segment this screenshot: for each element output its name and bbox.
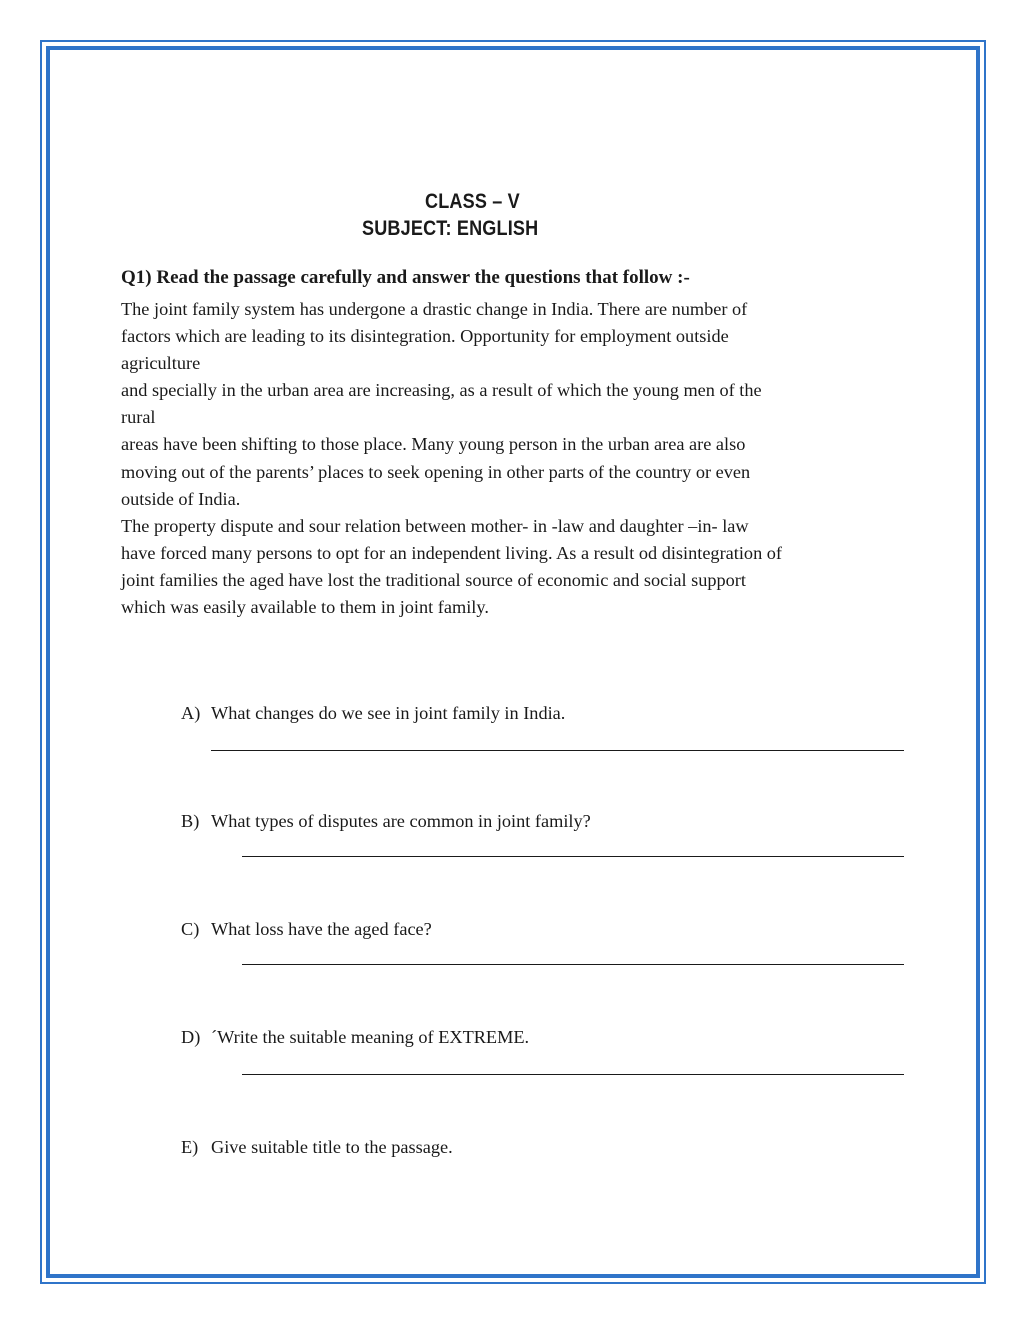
question-text: Give suitable title to the passage. bbox=[211, 1137, 453, 1157]
question-text: What types of disputes are common in joint family? bbox=[211, 811, 591, 831]
subject-title: SUBJECT: ENGLISH bbox=[362, 217, 539, 240]
class-title: CLASS – V bbox=[425, 190, 520, 213]
answer-line-c[interactable] bbox=[242, 964, 904, 965]
question-letter: E) bbox=[181, 1137, 199, 1157]
passage-line: agriculture bbox=[121, 353, 201, 374]
passage-line: moving out of the parents’ places to seek opening in other parts of the country or even bbox=[121, 461, 751, 482]
question-letter: D) bbox=[181, 1027, 201, 1047]
passage-line: The joint family system has undergone a drastic change in India. There are number of bbox=[121, 299, 748, 319]
question-letter: B) bbox=[181, 811, 200, 831]
passage-line: areas have been shifting to those place. Many young person in the urban area are also bbox=[121, 434, 746, 455]
passage-line: The property dispute and sour relation between mother- in -law and daughter –in- law bbox=[121, 515, 749, 536]
passage-line: and specially in the urban area are increasing, as a result of which the young men of the bbox=[121, 380, 762, 401]
passage-line: have forced many persons to opt for an independent living. As a result od disintegration of bbox=[121, 542, 783, 563]
answer-line-d[interactable] bbox=[242, 1074, 904, 1075]
answer-line-a[interactable] bbox=[211, 750, 904, 751]
question-letter: C) bbox=[181, 919, 200, 939]
passage-line: factors which are leading to its disintegration. Opportunity for employment outside bbox=[121, 326, 729, 347]
answer-line-b[interactable] bbox=[242, 856, 904, 857]
passage-line: rural bbox=[121, 407, 156, 428]
passage-line: joint families the aged have lost the traditional source of economic and social support bbox=[121, 569, 746, 590]
question-1-prompt: Q1) Read the passage carefully and answer the questions that follow :- bbox=[121, 267, 690, 288]
passage-line: which was easily available to them in joint family. bbox=[121, 597, 489, 618]
question-text: ´Write the suitable meaning of EXTREME. bbox=[211, 1027, 530, 1047]
question-text: What loss have the aged face? bbox=[211, 919, 432, 939]
question-letter: A) bbox=[181, 703, 201, 723]
reading-passage bbox=[121, 296, 911, 621]
passage-line: outside of India. bbox=[121, 488, 241, 509]
question-text: What changes do we see in joint family in India. bbox=[211, 703, 566, 723]
